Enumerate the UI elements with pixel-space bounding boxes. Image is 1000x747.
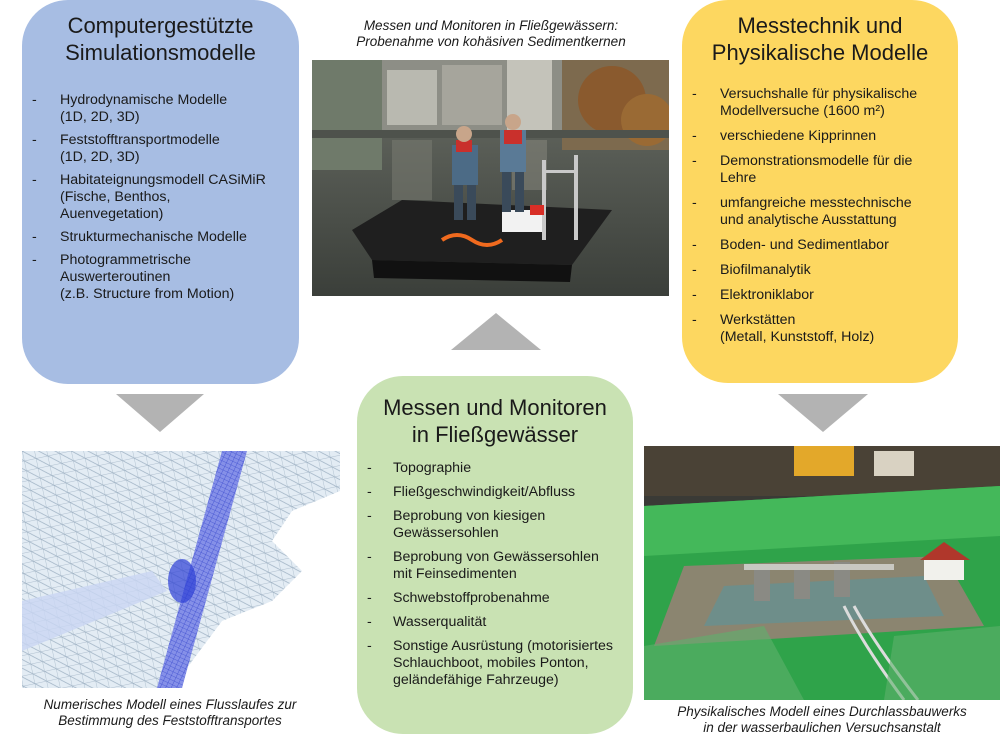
list-item-text: Wasserqualität	[393, 614, 487, 630]
list-item-text: Habitateignungsmodell CASiMiR	[60, 172, 266, 188]
list-item-text: Sonstige Ausrüstung (motorisiertes	[393, 638, 614, 654]
physical-model-image	[644, 446, 1000, 700]
list-item-text: Boden- und Sedimentlabor	[720, 237, 889, 253]
list-item	[22, 252, 299, 303]
bullet-dash: -	[367, 484, 372, 500]
list-item	[357, 484, 633, 501]
list-item-text: Werkstätten	[720, 312, 796, 328]
caption-bottom-right: Physikalisches Modell eines Durchlassbauwerks in der wasserbaulichen Versuchsanstalt	[677, 704, 967, 735]
list-item-text: Gewässersohlen	[393, 525, 499, 541]
caption-top: Messen und Monitoren in Fließgewässern: Probenahme von kohäsiven Sedimentkernen	[356, 18, 626, 49]
bullet-dash: -	[367, 638, 372, 654]
messtechnik-title: Messtechnik und Physikalische Modelle	[711, 13, 929, 65]
list-item	[357, 549, 633, 583]
list-item-text: Versuchshalle für physikalische	[720, 86, 918, 102]
list-item-text: und analytische Ausstattung	[720, 212, 897, 228]
photo-pontoon-sampling	[312, 60, 669, 296]
list-item-text: (z.B. Structure from Motion)	[60, 286, 235, 302]
list-item-text: umfangreiche messtechnische	[720, 195, 912, 211]
list-item	[682, 287, 958, 304]
simulation-title: Computergestützte Simulationsmodelle	[65, 13, 256, 65]
simulation-list	[22, 92, 299, 303]
list-item-text: Beprobung von Gewässersohlen	[393, 549, 599, 565]
bullet-dash: -	[692, 312, 697, 328]
list-item-text: Elektroniklabor	[720, 287, 814, 303]
bullet-dash: -	[32, 172, 37, 188]
arrow-up-icon	[451, 313, 541, 350]
list-item	[357, 508, 633, 542]
bullet-dash: -	[692, 287, 697, 303]
list-item	[22, 132, 299, 166]
messtechnik-box	[682, 0, 958, 383]
list-item-text: Demonstrationsmodelle für die	[720, 153, 913, 169]
list-item-text: Hydrodynamische Modelle	[60, 92, 228, 108]
list-item	[22, 92, 299, 126]
bullet-dash: -	[32, 252, 37, 268]
simulation-box	[22, 0, 299, 384]
list-item-text: Topographie	[393, 460, 472, 476]
list-item-text: Lehre	[720, 170, 757, 186]
list-item	[357, 460, 633, 477]
list-item-text: Modellversuche (1600 m²)	[720, 103, 885, 119]
bullet-dash: -	[367, 590, 372, 606]
list-item	[357, 590, 633, 607]
list-item	[682, 128, 958, 145]
list-item-text: Beprobung von kiesigen	[393, 508, 546, 524]
monitoring-list	[357, 460, 633, 689]
bullet-dash: -	[32, 132, 37, 148]
bullet-dash: -	[32, 229, 37, 245]
list-item-text: Auenvegetation)	[60, 206, 164, 222]
list-item-text: Feststofftransportmodelle	[60, 132, 220, 148]
bullet-dash: -	[692, 86, 697, 102]
list-item-text: Biofilmanalytik	[720, 262, 811, 278]
bullet-dash: -	[692, 195, 697, 211]
list-item	[22, 172, 299, 223]
bullet-dash: -	[692, 153, 697, 169]
list-item	[22, 229, 299, 246]
pontoon-sampling-image	[312, 60, 669, 296]
list-item	[357, 614, 633, 631]
messtechnik-list	[682, 86, 958, 346]
list-item	[682, 262, 958, 279]
list-item-text: mit Feinsedimenten	[393, 566, 517, 582]
list-item	[682, 237, 958, 254]
numerical-mesh-image	[22, 451, 340, 688]
bullet-dash: -	[367, 549, 372, 565]
list-item-text: geländefähige Fahrzeuge)	[393, 672, 559, 688]
bullet-dash: -	[692, 128, 697, 144]
arrow-down-right-icon	[778, 394, 868, 432]
photo-physical-model	[644, 446, 1000, 700]
list-item-text: (1D, 2D, 3D)	[60, 149, 140, 165]
list-item	[682, 195, 958, 229]
list-item-text: (1D, 2D, 3D)	[60, 109, 140, 125]
list-item-text: Fließgeschwindigkeit/Abfluss	[393, 484, 576, 500]
photo-numerical-model	[22, 451, 340, 688]
list-item-text: (Fische, Benthos,	[60, 189, 171, 205]
bullet-dash: -	[367, 508, 372, 524]
list-item-text: Schlauchboot, mobiles Ponton,	[393, 655, 589, 671]
monitoring-box	[357, 376, 633, 734]
bullet-dash: -	[367, 460, 372, 476]
arrow-down-left-icon	[116, 394, 204, 432]
list-item-text: Strukturmechanische Modelle	[60, 229, 247, 245]
list-item	[357, 638, 633, 689]
bullet-dash: -	[367, 614, 372, 630]
list-item	[682, 312, 958, 346]
list-item-text: Auswerteroutinen	[60, 269, 171, 285]
caption-bottom-left: Numerisches Modell eines Flusslaufes zur Bestimmung des Feststofftransportes	[43, 697, 297, 728]
list-item	[682, 153, 958, 187]
monitoring-title: Messen und Monitoren in Fließgewässer	[383, 395, 607, 447]
bullet-dash: -	[32, 92, 37, 108]
bullet-dash: -	[692, 237, 697, 253]
list-item-text: (Metall, Kunststoff, Holz)	[720, 329, 875, 345]
list-item	[682, 86, 958, 120]
list-item-text: Photogrammetrische	[60, 252, 191, 268]
list-item-text: Schwebstoffprobenahme	[393, 590, 550, 606]
bullet-dash: -	[692, 262, 697, 278]
list-item-text: verschiedene Kipprinnen	[720, 128, 877, 144]
